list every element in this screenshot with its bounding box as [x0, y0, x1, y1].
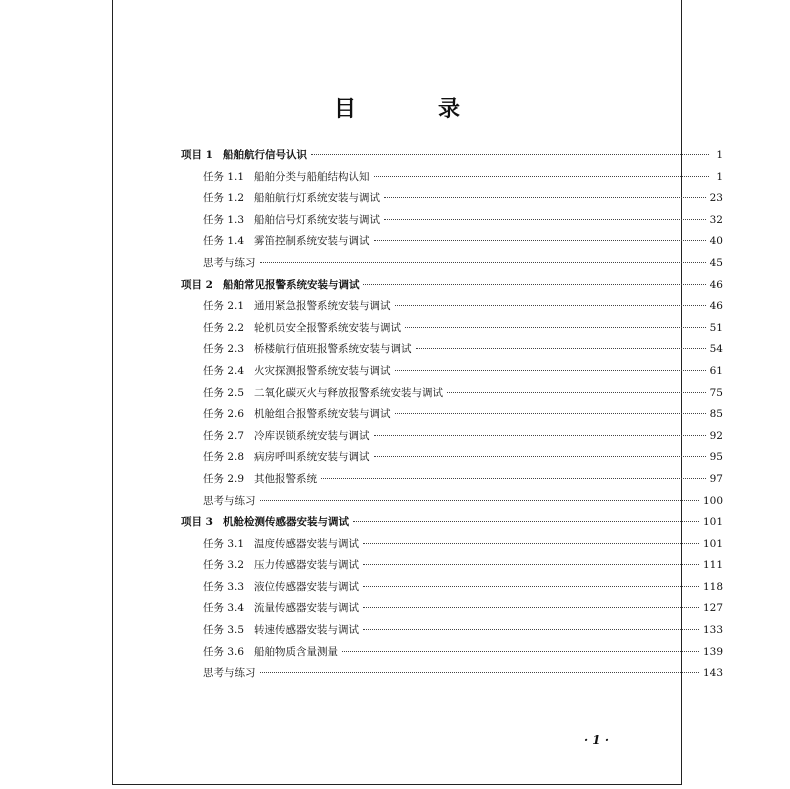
toc-entry-number: 任务 2.8 [203, 451, 245, 464]
toc-entry-label: 船舶常见报警系统安装与调试 [222, 278, 360, 291]
dot-leader [260, 500, 699, 501]
toc-task-entry [181, 255, 723, 277]
toc-project-entry [181, 277, 723, 299]
toc-entry-label: 流量传感器安装与调试 [254, 602, 360, 615]
dot-leader [260, 262, 706, 263]
toc-entry-page: 1 [716, 149, 723, 161]
toc-entry-label: 思考与练习 [203, 494, 256, 507]
toc-task-entry [181, 385, 723, 407]
book-page [112, 0, 723, 785]
toc-entry-page: 75 [709, 386, 723, 399]
toc-entry-page: 101 [702, 537, 723, 550]
toc-project-entry [181, 514, 723, 536]
toc-entry-page: 46 [709, 278, 723, 291]
toc-task-entry [181, 471, 723, 493]
dot-leader [363, 543, 699, 544]
toc-entry-page: 51 [709, 321, 723, 334]
toc-entry-label: 转速传感器安装与调试 [254, 624, 360, 637]
toc-entry-number: 项目 2 [181, 278, 213, 291]
toc-entry-page: 127 [702, 602, 723, 615]
toc-entry-page: 95 [709, 451, 723, 464]
toc-task-entry [181, 557, 723, 579]
toc-entry-page: 85 [709, 408, 723, 421]
toc-entry-number: 任务 3.1 [203, 537, 245, 550]
toc-entry-page: 111 [702, 559, 723, 572]
toc-entry-label: 船舶分类与船舶结构认知 [254, 170, 370, 183]
toc-entry-number: 任务 2.5 [203, 386, 245, 399]
page-title: 目 录 [333, 96, 490, 122]
toc-task-entry [181, 363, 723, 385]
toc-entry-label: 船舶航行信号认识 [222, 149, 307, 161]
toc-entry-number: 任务 2.9 [203, 472, 245, 485]
dot-leader [395, 305, 706, 306]
toc-entry-page: 40 [709, 235, 723, 248]
toc-entry-page: 92 [709, 429, 723, 442]
dot-leader [405, 327, 706, 328]
dot-leader [363, 607, 699, 608]
dot-leader [447, 392, 706, 393]
toc-entry-page: 97 [709, 472, 723, 485]
toc-entry-number: 任务 2.2 [203, 321, 245, 334]
toc-entry-page: 61 [709, 364, 723, 377]
dot-leader [374, 176, 709, 177]
dot-leader [363, 586, 699, 587]
toc-entry-label: 船舶物质含量测量 [254, 645, 339, 658]
toc-task-entry [181, 600, 723, 622]
toc-entry-page: 45 [709, 256, 723, 269]
toc-entry-page: 46 [709, 300, 723, 313]
toc-entry-number: 任务 3.4 [203, 602, 245, 615]
toc-entry-label: 船舶信号灯系统安装与调试 [254, 213, 381, 226]
toc-task-entry [181, 298, 723, 320]
toc-entry-label: 机舱组合报警系统安装与调试 [254, 408, 391, 421]
toc-entry-label: 通用紧急报警系统安装与调试 [254, 300, 391, 313]
toc-entry-number: 任务 1.4 [203, 235, 245, 248]
toc-entry-label: 思考与练习 [203, 667, 256, 680]
dot-leader [342, 651, 699, 652]
dot-leader [374, 240, 706, 241]
toc-entry-page: 23 [709, 192, 723, 205]
toc-task-entry [181, 212, 723, 234]
toc-entry-label: 轮机员安全报警系统安装与调试 [254, 321, 402, 334]
toc-entry-label: 思考与练习 [203, 256, 256, 269]
toc-task-entry [181, 579, 723, 601]
toc-entry-label: 二氧化碳灭火与释放报警系统安装与调试 [254, 386, 444, 399]
toc-entry-page: 32 [709, 213, 723, 226]
toc-project-entry [181, 147, 723, 169]
toc-task-entry [181, 622, 723, 644]
table-of-contents [181, 147, 723, 687]
toc-entry-number: 任务 3.3 [203, 580, 245, 593]
toc-entry-number: 任务 3.6 [203, 645, 245, 658]
dot-leader [374, 456, 706, 457]
toc-entry-number: 任务 2.4 [203, 364, 245, 377]
toc-entry-label: 机舱检测传感器安装与调试 [222, 516, 349, 529]
dot-leader [384, 197, 706, 198]
toc-entry-number: 任务 1.1 [203, 170, 245, 183]
toc-entry-label: 船舶航行灯系统安装与调试 [254, 192, 381, 205]
toc-entry-page: 54 [709, 343, 723, 356]
toc-entry-page: 133 [702, 624, 723, 637]
toc-entry-number: 任务 3.2 [203, 559, 245, 572]
toc-entry-page: 100 [702, 494, 723, 507]
toc-entry-page: 139 [702, 645, 723, 658]
toc-entry-label: 火灾探测报警系统安装与调试 [254, 364, 391, 377]
toc-task-entry [181, 493, 723, 515]
dot-leader [374, 435, 706, 436]
toc-entry-label: 压力传感器安装与调试 [254, 559, 360, 572]
toc-entry-page: 118 [702, 580, 723, 593]
toc-task-entry [181, 406, 723, 428]
toc-entry-number: 任务 3.5 [203, 624, 245, 637]
toc-task-entry [181, 190, 723, 212]
toc-task-entry [181, 536, 723, 558]
dot-leader [363, 629, 699, 630]
toc-task-entry [181, 428, 723, 450]
toc-entry-label: 冷库误锁系统安装与调试 [254, 429, 370, 442]
toc-entry-label: 桥楼航行值班报警系统安装与调试 [254, 343, 412, 356]
toc-entry-number: 任务 2.7 [203, 429, 245, 442]
toc-task-entry [181, 449, 723, 471]
toc-entry-number: 任务 1.2 [203, 192, 245, 205]
toc-entry-label: 温度传感器安装与调试 [254, 537, 360, 550]
toc-entry-number: 任务 1.3 [203, 213, 245, 226]
toc-entry-page: 1 [716, 170, 723, 183]
toc-task-entry [181, 644, 723, 666]
dot-leader [384, 219, 706, 220]
dot-leader [363, 284, 705, 285]
toc-entry-number: 任务 2.1 [203, 300, 245, 313]
dot-leader [260, 672, 699, 673]
dot-leader [416, 348, 706, 349]
toc-entry-number: 项目 3 [181, 516, 213, 529]
toc-entry-page: 101 [702, 516, 723, 529]
toc-entry-label: 病房呼叫系统安装与调试 [254, 451, 370, 464]
dot-leader [395, 370, 706, 371]
dot-leader [363, 564, 699, 565]
toc-task-entry [181, 233, 723, 255]
toc-entry-page: 143 [702, 667, 723, 680]
dot-leader [321, 478, 706, 479]
toc-task-entry [181, 320, 723, 342]
dot-leader [311, 154, 709, 155]
toc-entry-number: 任务 2.6 [203, 408, 245, 421]
toc-task-entry [181, 341, 723, 363]
page-number: · 1 · [583, 733, 609, 747]
dot-leader [395, 413, 706, 414]
toc-task-entry [181, 665, 723, 687]
dot-leader [353, 521, 699, 522]
toc-entry-label: 雾笛控制系统安装与调试 [254, 235, 370, 248]
toc-entry-label: 其他报警系统 [254, 472, 318, 485]
toc-task-entry [181, 169, 723, 191]
toc-entry-number: 任务 2.3 [203, 343, 245, 356]
toc-entry-label: 液位传感器安装与调试 [254, 580, 360, 593]
toc-entry-number: 项目 1 [181, 149, 213, 161]
